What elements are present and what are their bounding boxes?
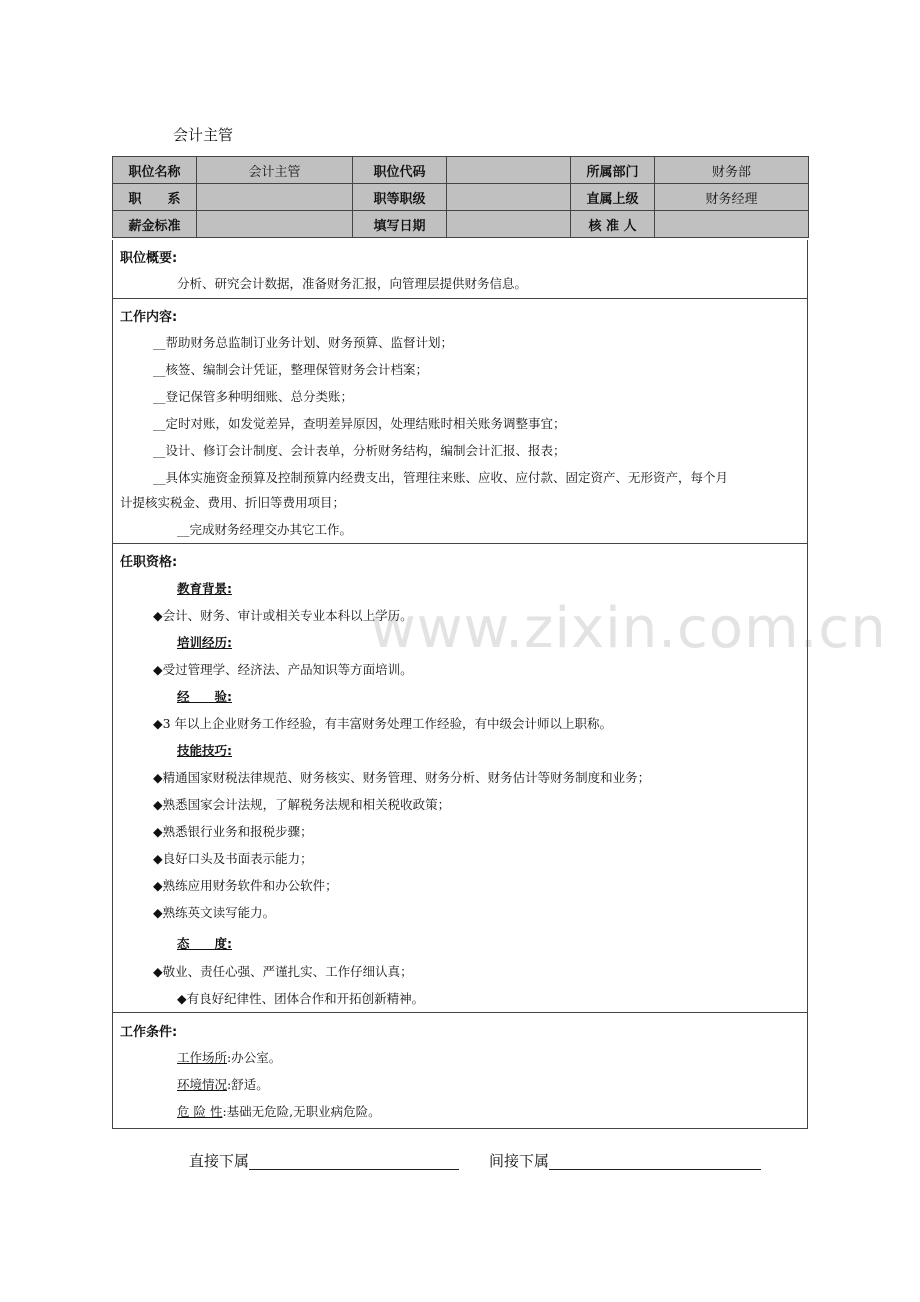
attitude-title: 态 度: [177, 936, 232, 951]
list-item: ◆敬业、责任心强、严谨扎实、工作仔细认真； [153, 964, 413, 979]
list-item: ◆良好口头及书面表示能力； [153, 851, 313, 866]
conditions-section [112, 1013, 808, 1129]
overview-heading: 职位概要: [120, 251, 178, 266]
education-title: 教育背景: [177, 581, 232, 596]
value-direct-superior: 财务经理 [655, 184, 809, 211]
indirect-subordinates [489, 1150, 761, 1171]
condition-environment [177, 1075, 269, 1093]
training-title: 培训经历: [177, 635, 232, 650]
list-item: __帮助财务总监制订业务计划、财务预算、监督计划； [153, 335, 454, 350]
list-item: ◆精通国家财税法律规范、财务核实、财务管理、财务分析、财务估计等财务制度和业务； [153, 770, 651, 785]
qualifications-heading: 任职资格: [120, 555, 178, 570]
list-item: ◆熟悉国家会计法规，了解税务法规和相关税收政策； [153, 797, 451, 812]
label-job-grade: 职等职级 [353, 184, 447, 211]
value-position-code [447, 157, 571, 184]
condition-hazard [177, 1102, 381, 1120]
label-position-name: 职位名称 [113, 157, 197, 184]
label-direct-superior: 直属上级 [571, 184, 655, 211]
job-info-table [112, 156, 809, 238]
label-job-family: 职 系 [113, 184, 197, 211]
experience-text: ◆3 年以上企业财务工作经验，有丰富财务处理工作经验，有中级会计师以上职称。 [153, 716, 613, 731]
direct-subordinates-label: 直接下属 [189, 1152, 250, 1170]
direct-subordinates [189, 1150, 459, 1171]
table-row [113, 157, 809, 184]
indirect-subordinates-line[interactable] [549, 1153, 761, 1170]
list-item: __设计、修订会计制度、会计表单，分析财务结构，编制会计汇报、报表； [153, 443, 566, 458]
condition-value: :基础无危险,无职业病危险。 [222, 1104, 381, 1119]
label-fill-date: 填写日期 [353, 211, 447, 238]
value-approver [655, 211, 809, 238]
value-salary-standard [197, 211, 353, 238]
list-item: ◆熟练应用财务软件和办公软件； [153, 878, 338, 893]
overview-text: 分析、研究会计数据，准备财务汇报，向管理层提供财务信息。 [177, 276, 528, 291]
training-text: ◆受过管理学、经济法、产品知识等方面培训。 [153, 662, 413, 677]
label-salary-standard: 薪金标准 [113, 211, 197, 238]
condition-label: 工作场所 [177, 1050, 228, 1065]
education-text: ◆会计、财务、审计或相关专业本科以上学历。 [153, 608, 413, 623]
value-position-name: 会计主管 [197, 157, 353, 184]
skills-title: 技能技巧: [177, 743, 232, 758]
condition-value: :舒适。 [227, 1077, 269, 1092]
label-approver: 核 准 人 [571, 211, 655, 238]
value-fill-date [447, 211, 571, 238]
list-item: __具体实施资金预算及控制预算内经费支出，管理往来账、应收、应付款、固定资产、无形资产，每个月 [153, 470, 729, 485]
value-job-family [197, 184, 353, 211]
list-item: ◆有良好纪律性、团体合作和开拓创新精神。 [177, 991, 425, 1006]
list-item-continuation: 计提核实税金、费用、折旧等费用项目； [120, 495, 346, 510]
direct-subordinates-line[interactable] [249, 1153, 459, 1170]
condition-label: 环境情况 [177, 1077, 228, 1092]
list-item: ◆熟练英文读写能力。 [153, 905, 276, 920]
value-department: 财务部 [655, 157, 809, 184]
overview-section [112, 240, 808, 299]
table-row [113, 211, 809, 238]
condition-workplace [177, 1048, 281, 1066]
list-item: ◆熟悉银行业务和报税步骤； [153, 824, 313, 839]
conditions-heading: 工作条件: [120, 1025, 178, 1040]
list-item: __登记保管多种明细账、总分类账； [153, 389, 354, 404]
indirect-subordinates-label: 间接下属 [489, 1152, 550, 1170]
experience-title: 经 验: [177, 689, 232, 704]
label-position-code: 职位代码 [353, 157, 447, 184]
qualifications-section [112, 544, 808, 1013]
value-job-grade [447, 184, 571, 211]
list-item: __完成财务经理交办其它工作。 [177, 522, 353, 537]
list-item: __核签、编制会计凭证，整理保管财务会计档案； [153, 362, 429, 377]
label-department: 所属部门 [571, 157, 655, 184]
duties-section [112, 299, 808, 544]
watermark: www.zixin.com.cn [370, 596, 887, 661]
duties-heading: 工作内容: [120, 310, 178, 325]
condition-value: :办公室。 [227, 1050, 282, 1065]
list-item: __定时对账，如发觉差异，查明差异原因，处理结账时相关账务调整事宜； [153, 416, 566, 431]
condition-label: 危 险 性 [177, 1104, 223, 1119]
document-title: 会计主管 [173, 126, 234, 144]
table-row [113, 184, 809, 211]
